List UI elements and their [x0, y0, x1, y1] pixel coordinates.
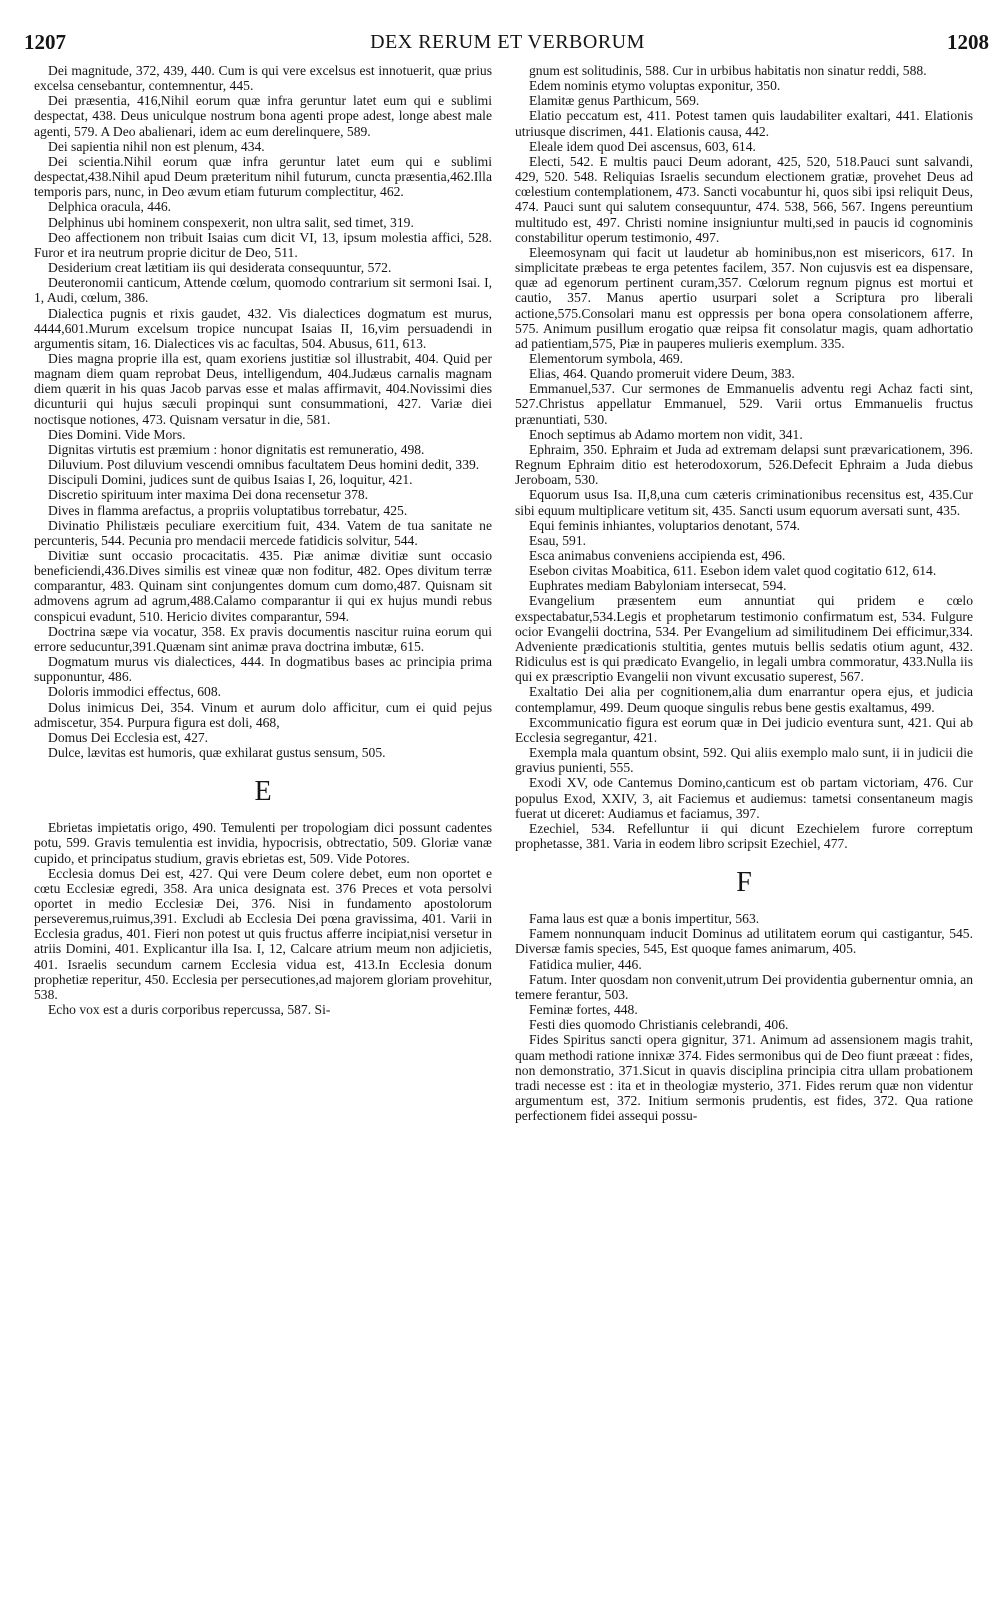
index-entry: Doctrina sæpe via vocatur, 358. Ex pravis documentis nascitur ruina eorum qui errore seducuntur,391.Quænam sint animæ prava doctrina imbutæ, 615.: [34, 623, 492, 654]
running-title: DEX RERUM ET VERBORUM: [370, 31, 645, 53]
index-entry: Elias, 464. Quando promeruit videre Deum, 383.: [529, 366, 795, 382]
index-entry: Dogmatum murus vis dialectices, 444. In dogmatibus bases ac principia prima supponuntur, 486.: [34, 654, 492, 685]
index-entry: Elementorum symbola, 469.: [529, 350, 684, 366]
index-entry: Ephraim, 350. Ephraim et Juda ad extremam delapsi sunt prævaricationem, 396. Regnum Ephraim ditio est heterodoxorum, 526.Defecit Ephraim a Juda diebus Jeroboam, 530.: [515, 441, 973, 488]
entries-e-continued: [515, 63, 973, 851]
index-entry: gnum est solitudinis, 588. Cur in urbibus habitatis non sinatur reddi, 588.: [529, 63, 927, 78]
index-entry: Euphrates mediam Babyloniam intersecat, 594.: [529, 578, 787, 594]
index-entry: Doloris immodici effectus, 608.: [48, 684, 222, 700]
page-number-right: 1208: [947, 30, 989, 54]
index-entry: Equi feminis inhiantes, voluptarios denotant, 574.: [529, 517, 801, 533]
index-entry: Dei sapientia nihil non est plenum, 434.: [48, 138, 265, 154]
index-entry: Dei magnitude, 372, 439, 440. Cum is qui vere excelsus est innotuerit, quæ prius excelsa censebantur, contemnentur, 445.: [34, 63, 492, 94]
index-entry: Exodi XV, ode Cantemus Domino,canticum est ob partam victoriam, 476. Cur populus Exod, XXIV, 3, ait Faciemus et audiemus: tametsi consentaneum magis fuerat ut diceret: Audiamus et faciamus, 397.: [515, 775, 973, 821]
index-entry: Dialectica pugnis et rixis gaudet, 432. Vis dialectices dogmatum est murus, 4444,601.Murum excelsum tropice nuncupat Isaias II, 16,vim persuadendi in argumentis sitam, 16. Dialectices vis ac facultas, 504. Abusus, 611, 613.: [34, 305, 492, 351]
index-entry: Exaltatio Dei alia per cognitionem,alia dum enarrantur opera ejus, et judicia contemplamur, 499. Deum quoque singulis rebus bene gestis exaltamus, 499.: [515, 684, 973, 715]
index-entry: Emmanuel,537. Cur sermones de Emmanuelis adventu regi Achaz facti sint, 527.Christus appellatur Emmanuel, 529. Varii ortus Emmanuelis fructus prænuntiati, 530.: [515, 381, 973, 427]
index-entry: Dolus inimicus Dei, 354. Vinum et aurum dolo afficitur, cum ei quid pejus admiscetur, 354. Purpura figura est doli, 468,: [34, 699, 492, 730]
index-entry: Deo affectionem non tribuit Isaias cum dicit VI, 13, ipsum molestia affici, 528. Furor et ira neutrum proprie dicitur de Deo, 511.: [34, 229, 492, 260]
index-entry: Esca animabus conveniens accipienda est, 496.: [529, 548, 786, 563]
index-entry: Desiderium creat lætitiam iis qui desiderata consequuntur, 572.: [48, 260, 392, 276]
index-entry: Diluvium. Post diluvium vescendi omnibus facultatem Deus homini dedit, 339.: [48, 457, 480, 473]
index-entry: Divinatio Philistæis peculiare exercitium fuit, 434. Vatem de tua sanitate ne percunteris, 544. Pecunia pro mendacii mercede fatidicis solvitur, 544.: [34, 517, 492, 548]
section-letter-e: E: [254, 776, 272, 808]
index-entry: Deuteronomii canticum, Attende cœlum, quomodo contrarium sit sermoni Isai. I, 1, Audi, cœlum, 386.: [34, 275, 492, 306]
index-entry: Delphinus ubi hominem conspexerit, non ultra salit, sed timet, 319.: [48, 214, 414, 230]
index-entry: Ecclesia domus Dei est, 427. Qui vere Deum colere debet, eum non oportet e cœtu Ecclesiæ egredi, 358. Ara unica designata est. 376 Preces et vota persolvi oportet in medio Ecclesiæ Dei, 376. Nisi in fundamento apostolorum perseveremus,ruimus,391. Excludi ab Ecclesia Dei pœna gravissima, 401. Varii in Ecclesia gradus, 401. Fieri non potest ut quis fructus afferre incipiat,nisi versetur in atriis Domini, 401. Explicantur illa Isa. I, 12, Calcare atrium meum non adjicietis, 401. Israelis secundum carnem Ecclesia vidua est, 413.In Ecclesia donum prophetiæ reperitur, 450. Ecclesia per persecutiones,ad majorem gloriam provehitur, 538.: [34, 865, 492, 1002]
right-column: [515, 63, 973, 1123]
index-entry: Dei scientia.Nihil eorum quæ infra geruntur latet eum qui e sublimi despectat,438.Nihil apud Deum præteritum nihil futurum, cuncta præsentia,462.Illa temporis pars, nunc, in Deo ævum etiam futurum complectitur, 462.: [34, 153, 492, 200]
section-letter-f: F: [736, 867, 752, 899]
index-entry: Fama laus est quæ a bonis impertitur, 563.: [529, 911, 760, 927]
index-entry: Eleemosynam qui facit ut laudetur ab hominibus,non est misericors, 617. In simplicitate præbeas te erga petentes facilem, 357. Non cujusvis est ea dispensare, quæ ad egenorum pertinent curam,357. Cœlorum regnum pignus est mortui et cautio, 357. Manus apertio usurpari solet a Scriptura pro liberali actione,575.Consolari manu est oppressis per bona opera consolationem afferre, 575. Animum pusillum erogatio quæ reipsa fit consolatur magis, quam adhortatio ad patientiam,575, Piæ in pauperes mulieris exemplum. 335.: [515, 244, 973, 351]
index-entry: Famem nonnunquam inducit Dominus ad utilitatem eorum qui castigantur, 545. Diversæ famis species, 545, Est quoque fames animarum, 405.: [515, 926, 973, 957]
index-entry: Dei præsentia, 416,Nihil eorum quæ infra geruntur latet eum qui e sublimi despectat, 438. Deus uniculque nostrum bona agenti prope adest, longe abest male agenti, 579. A Deo abalienari, idem ac eum derelinquere, 589.: [34, 93, 492, 139]
index-entry: Dulce, lævitas est humoris, quæ exhilarat gustus sensum, 505.: [48, 745, 386, 761]
index-entry: Exempla mala quantum obsint, 592. Qui aliis exemplo malo sunt, ii in judicii die gravius punienti, 555.: [515, 745, 973, 776]
index-entry: Elatio peccatum est, 411. Potest tamen quis laudabiliter exaltari, 441. Elationis utriusque discrimen, 441. Elationis causa, 442.: [515, 108, 973, 139]
index-entry: Feminæ fortes, 448.: [529, 1002, 638, 1018]
index-entry: Eleale idem quod Dei ascensus, 603, 614.: [529, 138, 756, 154]
index-entry: Discipuli Domini, judices sunt de quibus Isaias I, 26, loquitur, 421.: [48, 472, 413, 488]
entries-e-start: [34, 820, 492, 1017]
index-entry: Discretio spirituum inter maxima Dei dona recensetur 378.: [48, 487, 369, 503]
page-header: [20, 30, 995, 60]
index-entry: Elamitæ genus Parthicum, 569.: [529, 93, 700, 109]
index-entry: Enoch septimus ab Adamo mortem non vidit, 341.: [529, 426, 803, 442]
index-entry: Excommunicatio figura est eorum quæ in Dei judicio eventura sunt, 421. Qui ab Ecclesia segregantur, 421.: [515, 714, 973, 745]
index-entry: Edem nominis etymo voluptas exponitur, 350.: [529, 78, 781, 94]
left-column: [34, 63, 492, 1017]
index-entry: Fatidica mulier, 446.: [529, 956, 642, 972]
index-entry: Esebon civitas Moabitica, 611. Esebon idem valet quod cogitatio 612, 614.: [529, 563, 937, 579]
index-entry: Domus Dei Ecclesia est, 427.: [48, 729, 209, 745]
index-entry: Fatum. Inter quosdam non convenit,utrum Dei providentia gubernentur omnia, an temere ferantur, 503.: [515, 971, 973, 1002]
index-entry: Dives in flamma arefactus, a propriis voluptatibus torrebatur, 425.: [48, 502, 408, 518]
index-entry: Dies magna proprie illa est, quam exoriens justitiæ sol illustrabit, 404. Quid per magnam diem quam reprobat Deus, intelligendum, 404.Judæus carnalis magnam diem quærit in his quas Jacob parvas esse et malas affirmavit, 404.Novissimi dies dicunturii qui hujus sæculi propinqui sunt consummationi, 427. Variæ diei noctisque notiones, 473. Quisnam versatur in die, 581.: [34, 350, 492, 427]
entries-d: [34, 63, 492, 760]
entries-f: [515, 911, 973, 1123]
index-entry: Divitiæ sunt occasio procacitatis. 435. Piæ animæ divitiæ sunt occasio beneficiendi,436.Dives similis est vineæ quæ non foditur, 482. Opes divitum terræ comparantur, 483. Quinam sint conjungentes domum cum domo,487. Quisnam sit admovens agrum ad agrum,488.Calamo comparantur ii qui ex hujus mundi rebus conspicui evadunt, 510. Hericio divites comparantur, 594.: [34, 548, 492, 624]
index-entry: Ebrietas impietatis origo, 490. Temulenti per tropologiam dici possunt cadentes potu, 599. Gravis temulentia est invidia, hypocrisis, obtrectatio, 509. Gloriæ vanæ cupido, et principatus studium, gravis ebrietas est, 509. Vide Potores.: [34, 820, 492, 866]
index-entry: Dignitas virtutis est præmium : honor dignitatis est remuneratio, 498.: [48, 441, 425, 457]
index-entry: Equorum usus Isa. II,8,una cum cæteris criminationibus recensitus est, 435.Cur sibi equum multiplicare vetitum sit, 435. Sancti usum equorum aversati sunt, 435.: [515, 487, 973, 518]
index-entry: Echo vox est a duris corporibus repercussa, 587. Si-: [48, 1002, 331, 1018]
page-number-left: 1207: [24, 30, 66, 54]
index-entry: Electi, 542. E multis pauci Deum adorant, 425, 520, 518.Pauci sunt salvandi, 429, 520. 548. Reliquias Israelis secundum electionem gratiæ, provehet Deus ad cœlestium contemplationem, 473. Sancti vocabuntur hi, quos sibi ipsi reliquit Deus, 474. Pauci sunt qui salutem consequuntur, 474. 538, 566, 567. Ingens pereuntium multitudo est, 497. Christi nomine insigniuntur multi,sed in paucis id cognominis constabilitur operum testimonio, 497.: [515, 153, 973, 245]
index-entry: Fides Spiritus sancti opera gignitur, 371. Animum ad assensionem magis trahit, quam methodi ratione innixæ 374. Fides sermonibus qui de Deo fiunt præeat : fides, non demonstratio, 371.Sicut in quavis disciplina principia citra ullam probationem tradi necesse est : ita et in theologiæ mysterio, 371. Fides rerum quæ non videntur argumentum est, 372. Initium sermonis prudentis, est fides, 372. Qua ratione perfectionem fidei assequi possu-: [515, 1032, 973, 1124]
index-entry: Festi dies quomodo Christianis celebrandi, 406.: [529, 1017, 789, 1033]
index-entry: Ezechiel, 534. Refelluntur ii qui dicunt Ezechielem furore correptum prophetasse, 381. Varia in eodem libro scripsit Ezechiel, 477.: [515, 820, 973, 851]
index-entry: Evangelium præsentem eum annuntiat qui pridem e cœlo exspectabatur,534.Legis et prophetarum testimonio confirmatum est, 534. Fulgure ocior Evangelii doctrina, 534. Per Evangelium ad similitudinem Dei efficimur,334. Adveniente prædicationis stultitia, gentes mutuis bellis sedatis otium agunt, 432. Ridiculus est is qui prædicato Evangelio, in legali umbra commoratur, 433.Nulla iis qui ex præscriptio Evangelii non vivunt excusatio superest, 567.: [515, 593, 973, 685]
index-entry: Delphica oracula, 446.: [48, 199, 172, 215]
index-entry: Esau, 591.: [529, 532, 587, 548]
index-entry: Dies Domini. Vide Mors.: [48, 426, 186, 442]
